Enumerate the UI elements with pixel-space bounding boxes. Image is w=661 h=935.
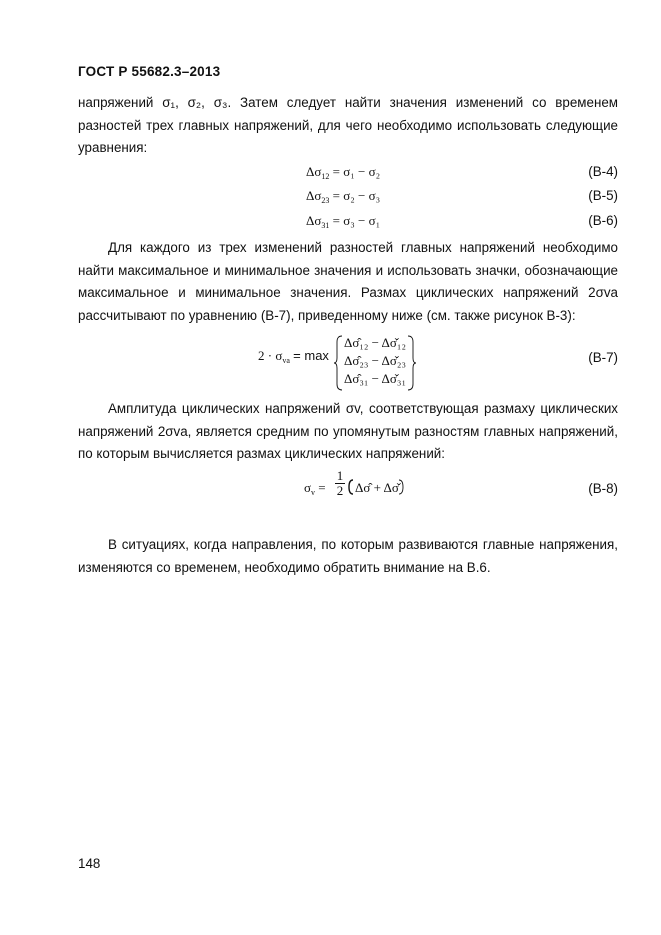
paragraph-cyclic-range: Для каждого из трех изменений разностей главных напряжений необходимо найти максимальное и минимальное значения и использовать значки, обозначающие максимальное и минимальное значения. Размах циклических напряжений 2σva рассчитывают по уравнению (В-7), приведенному ниже (см. также рисунок В-3): xyxy=(78,240,618,323)
equation-b8 xyxy=(78,481,618,501)
equation-b6 xyxy=(78,213,618,233)
equation-b5-formula: $\Delta\sigma_{23} = \sigma_2 - \sigma_3$ xyxy=(306,188,381,205)
equation-b4-formula: $\Delta\sigma_{12} = \sigma_1 - \sigma_2$ xyxy=(306,164,381,181)
equation-b6-formula: $\Delta\sigma_{31} = \sigma_3 - \sigma_1$ xyxy=(306,213,381,230)
paragraph-cyclic-amplitude: Амплитуда циклических напряжений σv, соответствующая размаху циклических напряжений 2σva, является средним по упомянутым разностям главных напряжений, по которым вычисляется размах циклических напряжений: xyxy=(78,401,618,461)
equation-b8-number: (В-8) xyxy=(588,481,618,496)
page-number: 148 xyxy=(78,856,101,871)
paragraph-direction-change: В ситуациях, когда направления, по которым развиваются главные напряжения, изменяются со временем, необходимо обратить внимание на В.6. xyxy=(78,537,618,575)
equation-b8-denominator: 2 xyxy=(336,483,344,498)
equation-b7-row-2: Δσ̂₂₃ − Δσ̌₂₃ xyxy=(344,353,406,368)
equation-b7-row-3: Δσ̂₃₁ − Δσ̌₃₁ xyxy=(344,371,406,386)
equation-b7-row-1: Δσ̂₁₂ − Δσ̌₁₂ xyxy=(344,335,406,350)
equation-b5 xyxy=(78,188,618,208)
equation-b7 xyxy=(78,350,618,370)
equation-b4-number: (В-4) xyxy=(588,164,618,179)
paragraph-principal-stresses: напряжений σ₁, σ₂, σ₃. Затем следует найти значения изменений со временем разностей трех главных напряжений, для чего необходимо использовать следующие уравнения: xyxy=(78,95,618,155)
equation-b4 xyxy=(78,164,618,184)
equation-b8-lhs: $\sigma_v$ = xyxy=(304,480,326,497)
equation-b8-body: Δσ̂ + Δσ̌ xyxy=(355,480,399,495)
equation-b8-numerator: 1 xyxy=(336,468,344,483)
equation-b7-lhs: $2 \cdot \sigma_{va} = \max$ xyxy=(258,348,329,365)
document-header: ГОСТ Р 55682.3–2013 xyxy=(78,64,221,79)
equation-b5-number: (В-5) xyxy=(588,188,618,203)
equation-b7-number: (В-7) xyxy=(588,350,618,365)
equation-b6-number: (В-6) xyxy=(588,213,618,228)
